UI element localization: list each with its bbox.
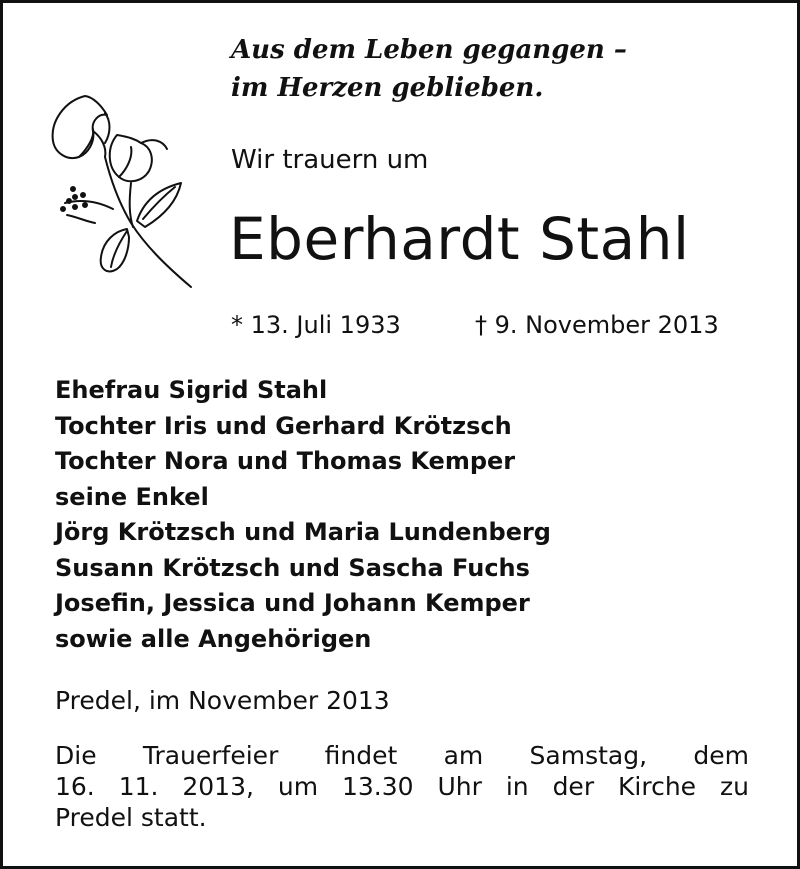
place-date: Predel, im November 2013	[55, 686, 390, 715]
funeral-line-2	[55, 771, 749, 802]
mourner-line: Josefin, Jessica und Johann Kemper	[55, 589, 530, 617]
funeral-word: in	[505, 772, 529, 801]
funeral-line-1	[55, 740, 749, 771]
mourner-line: Susann Krötzsch und Sascha Fuchs	[55, 553, 530, 582]
funeral-word: Uhr	[437, 772, 482, 801]
funeral-notice	[55, 740, 749, 833]
birth-date: * 13. Juli 1933	[231, 311, 401, 339]
motto-line-2: im Herzen geblieben.	[231, 73, 544, 103]
funeral-word: zu	[719, 772, 749, 801]
mourner-line: Jörg Krötzsch und Maria Lundenberg	[55, 518, 551, 546]
funeral-word: am	[443, 741, 484, 770]
funeral-word: 16.	[55, 772, 95, 801]
motto-line-1: Aus dem Leben gegangen –	[231, 35, 627, 65]
motto	[231, 31, 627, 107]
funeral-word: 13.30	[342, 772, 414, 801]
funeral-word: 2013,	[182, 772, 254, 801]
funeral-word: findet	[324, 741, 398, 770]
funeral-line-3: Predel statt.	[55, 803, 207, 832]
mourner-line: seine Enkel	[55, 482, 209, 511]
mourners-list	[55, 373, 551, 657]
funeral-word: Die	[55, 741, 97, 770]
funeral-word: Kirche	[618, 772, 697, 801]
funeral-word: Samstag,	[529, 741, 648, 770]
deceased-name: Eberhardt Stahl	[229, 205, 690, 273]
funeral-word: der	[552, 772, 595, 801]
mourner-line: Ehefrau Sigrid Stahl	[55, 376, 328, 404]
life-dates	[231, 309, 719, 341]
calla-lily-icon	[45, 91, 195, 291]
mourner-line: Tochter Nora und Thomas Kemper	[55, 447, 516, 475]
mourner-line: sowie alle Angehörigen	[55, 624, 372, 653]
funeral-word: Trauerfeier	[142, 741, 279, 770]
mourner-line: Tochter Iris und Gerhard Krötzsch	[55, 411, 512, 440]
funeral-word: dem	[693, 741, 749, 770]
funeral-word: 11.	[118, 772, 159, 801]
intro-text: Wir trauern um	[231, 145, 429, 175]
funeral-word: um	[277, 772, 319, 801]
death-date: † 9. November 2013	[475, 311, 719, 339]
